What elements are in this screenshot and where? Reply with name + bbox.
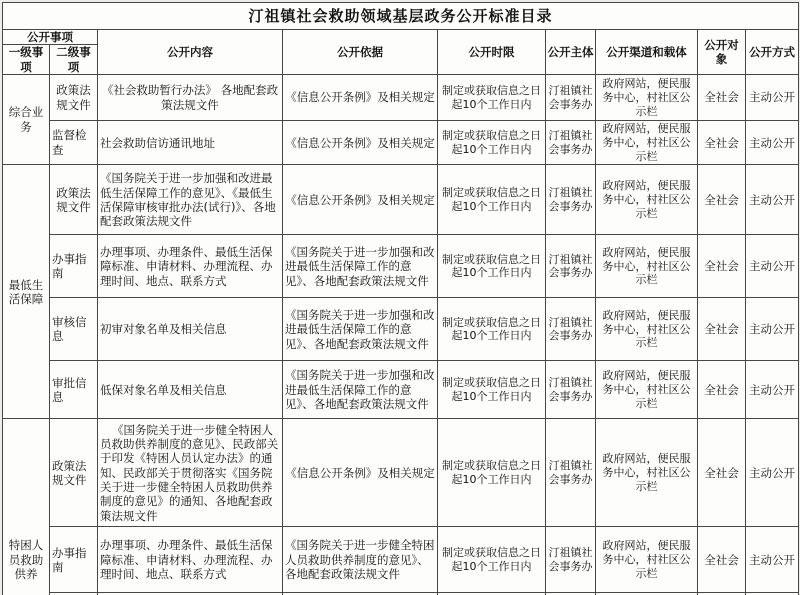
cell-time-limit: 制定或获取信息之日起10个工作日内	[438, 121, 546, 165]
cell-channels: 政府网站，便民服务中心，村社区公示栏	[596, 165, 698, 235]
cell-audience: 全社会	[698, 527, 746, 593]
cell-basis: 《信息公开条例》及相关规定	[283, 75, 438, 121]
header-audience: 公开对象	[698, 30, 746, 75]
cell-content: 《社会救助暂行办法》 各地配套政策法规文件	[98, 75, 283, 121]
header-channels: 公开渠道和载体	[596, 30, 698, 75]
cell-method: 主动公开	[746, 121, 799, 165]
cell-audience: 全社会	[698, 419, 746, 527]
cell-channels: 政府网站，便民服务中心，村社区公示栏	[596, 298, 698, 361]
cell-content: 初审对象名单及相关信息	[98, 298, 283, 361]
cell-content: 社会救助信访通讯地址	[98, 121, 283, 165]
cell-channels: 政府网站，便民服务中心，村社区公示栏	[596, 121, 698, 165]
cell-level2: 政策法规文件	[50, 419, 98, 527]
cell-subject: 汀祖镇社会事务办	[546, 75, 596, 121]
table-row	[3, 75, 799, 121]
table-row	[3, 361, 799, 419]
cell-channels: 政府网站，便民服务中心，村社区公示栏	[596, 361, 698, 419]
header-time-limit: 公开时限	[438, 30, 546, 75]
cell-basis: 《国务院关于进一步加强和改进最低生活保障工作的意见》、各地配套政策法规文件	[283, 361, 438, 419]
cell-time-limit: 制定或获取信息之日起10个工作日内	[438, 361, 546, 419]
cell-method: 主动公开	[746, 361, 799, 419]
cell-level1: 最低生活保障	[3, 165, 50, 419]
header-method: 公开方式	[746, 30, 799, 75]
cell-basis: 《国务院关于进一步健全特困人员救助供养制度的意见》、各地配套政策法规文件	[283, 527, 438, 593]
header-content: 公开内容	[98, 30, 283, 75]
cell-method: 主动公开	[746, 419, 799, 527]
cell-level2: 办事指南	[50, 235, 98, 298]
cell-level2: 政策法规文件	[50, 75, 98, 121]
cell-time-limit: 制定或获取信息之日起10个工作日内	[438, 165, 546, 235]
cell-time-limit: 制定或获取信息之日起10个工作日内	[438, 75, 546, 121]
cell-time-limit: 制定或获取信息之日起10个工作日内	[438, 298, 546, 361]
cell-content: 办理事项、办理条件、最低生活保障标准、申请材料、办理流程、办理时间、地点、联系方式	[98, 235, 283, 298]
cell-subject: 汀祖镇社会事务办	[546, 121, 596, 165]
cell-audience: 全社会	[698, 235, 746, 298]
table-row	[3, 298, 799, 361]
cell-audience: 全社会	[698, 298, 746, 361]
cell-audience: 全社会	[698, 121, 746, 165]
cell-level2: 政策法规文件	[50, 165, 98, 235]
table-row	[3, 165, 799, 235]
cell-subject: 汀祖镇社会事务办	[546, 527, 596, 593]
cell-time-limit: 制定或获取信息之日起10个工作日内	[438, 419, 546, 527]
cell-method: 主动公开	[746, 527, 799, 593]
cell-content: 《国务院关于进一步健全特困人员救助供养制度的意见》、民政部关于印发《特困人员认定办法》的通知、民政部关于贯彻落实《国务院关于进一步健全特困人员救助供养制度的意见》的通知、各地配套政策法规文件	[98, 419, 283, 527]
cell-level2: 办事指南	[50, 527, 98, 593]
header-level1: 一级事项	[3, 45, 50, 75]
title-row	[3, 3, 799, 30]
cell-audience: 全社会	[698, 361, 746, 419]
cell-channels: 政府网站，便民服务中心，村社区公示栏	[596, 527, 698, 593]
cell-method: 主动公开	[746, 298, 799, 361]
header-level2: 二级事项	[50, 45, 98, 75]
cell-method: 主动公开	[746, 235, 799, 298]
header-subject: 公开主体	[546, 30, 596, 75]
cell-time-limit: 制定或获取信息之日起10个工作日内	[438, 527, 546, 593]
cell-content: 《国务院关于进一步加强和改进最低生活保障工作的意见》、《最低生活保障审核审批办法(试行)》、各地配套政策法规文件	[98, 165, 283, 235]
cell-channels: 政府网站，便民服务中心，村社区公示栏	[596, 419, 698, 527]
cell-time-limit: 制定或获取信息之日起10个工作日内	[438, 235, 546, 298]
cell-level1: 特困人员救助供养	[3, 419, 50, 595]
cell-subject: 汀祖镇社会事务办	[546, 361, 596, 419]
cell-subject: 汀祖镇社会事务办	[546, 235, 596, 298]
cell-content: 低保对象名单及相关信息	[98, 361, 283, 419]
cell-level2: 监督检查	[50, 121, 98, 165]
cell-method: 主动公开	[746, 75, 799, 121]
cell-subject: 汀祖镇社会事务办	[546, 165, 596, 235]
header-row-top	[3, 30, 799, 45]
table-row	[3, 419, 799, 527]
cell-content: 办理事项、办理条件、最低生活保障标准、申请材料、办理流程、办理时间、地点、联系方式	[98, 527, 283, 593]
cell-audience: 全社会	[698, 75, 746, 121]
table-row	[3, 121, 799, 165]
table-row	[3, 527, 799, 593]
header-basis: 公开依据	[283, 30, 438, 75]
cell-audience: 全社会	[698, 165, 746, 235]
cell-basis: 《信息公开条例》及相关规定	[283, 165, 438, 235]
cell-subject: 汀祖镇社会事务办	[546, 298, 596, 361]
cell-subject: 汀祖镇社会事务办	[546, 419, 596, 527]
standards-directory-table	[2, 2, 799, 595]
cell-method: 主动公开	[746, 165, 799, 235]
cell-level2: 审核信息	[50, 298, 98, 361]
cell-basis: 《信息公开条例》及相关规定	[283, 419, 438, 527]
header-public-matters: 公开事项	[3, 30, 98, 45]
cell-basis: 《国务院关于进一步加强和改进最低生活保障工作的意见》、各地配套政策法规文件	[283, 298, 438, 361]
cell-basis: 《国务院关于进一步加强和改进最低生活保障工作的意见》、各地配套政策法规文件	[283, 235, 438, 298]
cell-channels: 政府网站，便民服务中心，村社区公示栏	[596, 75, 698, 121]
cell-basis: 《信息公开条例》及相关规定	[283, 121, 438, 165]
cell-level1: 综合业务	[3, 75, 50, 165]
page-title: 汀祖镇社会救助领域基层政务公开标准目录	[3, 3, 799, 30]
cell-level2: 审批信息	[50, 361, 98, 419]
table-row	[3, 235, 799, 298]
cell-channels: 政府网站，便民服务中心，村社区公示栏	[596, 235, 698, 298]
